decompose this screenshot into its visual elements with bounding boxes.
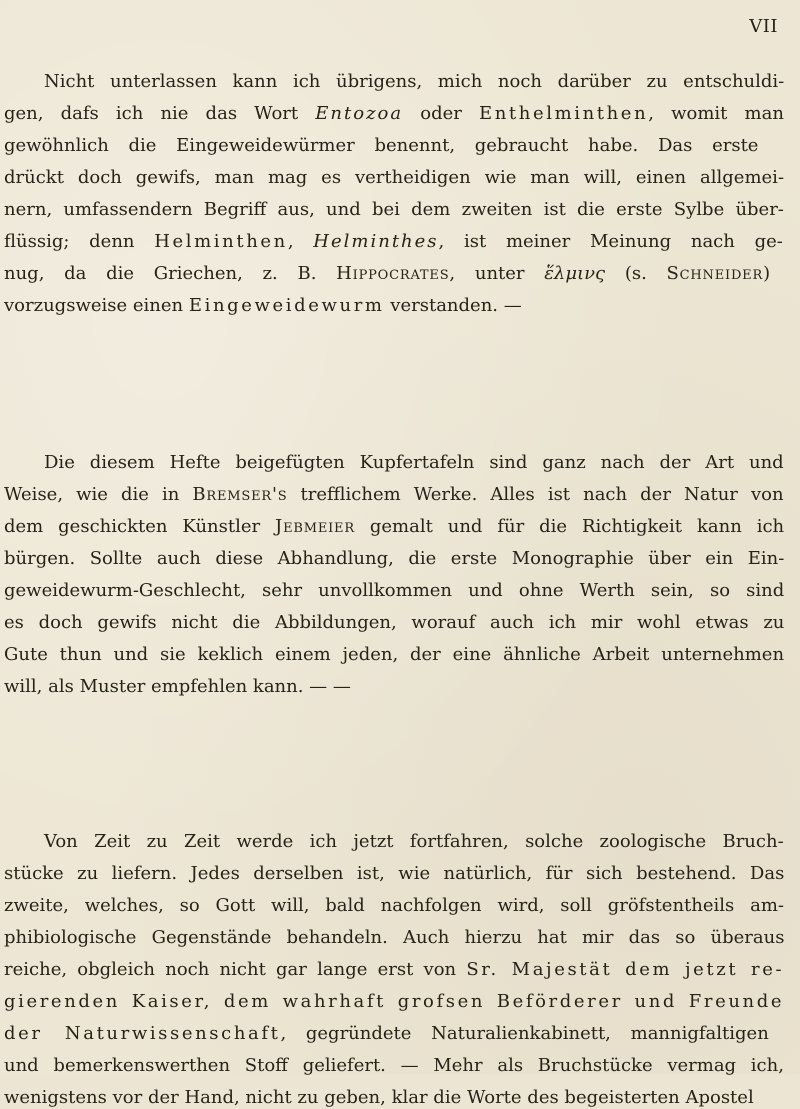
text-segment: , gegründete Naturalienkabinett, mannigfaltigen <box>280 1023 769 1044</box>
text-segment: Weise, wie die in <box>4 484 193 505</box>
text-segment: ) <box>763 263 771 284</box>
spaced-term: Sr. Majestät dem jetzt re- <box>466 959 785 980</box>
spaced-term: gierenden Kaiser, dem wahrhaft grofsen Beförderer und Freunde <box>4 991 785 1012</box>
text-line <box>4 484 784 506</box>
spaced-term: Helminthen <box>154 231 288 252</box>
text-line <box>4 135 758 157</box>
text-segment: drückt doch gewifs, man mag es vertheidigen wie man will, einen allgemei- <box>4 167 785 188</box>
text-line <box>4 863 784 885</box>
text-segment: will, als Muster empfehlen kann. — — <box>4 676 351 697</box>
text-line <box>44 831 784 853</box>
text-segment: Die diesem Hefte beigefügten Kupfertafeln sind ganz nach der Art und <box>44 452 784 473</box>
text-segment: reiche, obgleich noch nicht gar lange erst von <box>4 959 467 980</box>
small-caps-name: Schneider <box>666 263 764 284</box>
text-line <box>4 927 784 949</box>
text-line <box>44 452 784 474</box>
text-line <box>4 103 784 125</box>
text-segment: (s. <box>605 263 667 284</box>
text-segment: und bemerkenswerthen Stoff geliefert. — Mehr als Bruchstücke vermag ich, <box>4 1055 784 1076</box>
text-segment: , ist meiner Meinung nach ge- <box>438 231 783 252</box>
text-line <box>4 895 784 917</box>
text-segment: nug, da die Griechen, z. B. <box>4 263 337 284</box>
text-line <box>4 580 784 602</box>
spaced-term: Enthelminthen <box>479 103 649 124</box>
text-segment: , unter <box>449 263 545 284</box>
text-line <box>4 1087 754 1109</box>
text-segment: , womit man <box>648 103 784 124</box>
text-segment: , <box>287 231 314 252</box>
text-segment: Nicht unterlassen kann ich übrigens, mich noch darüber zu entschuldi- <box>44 71 785 92</box>
text-segment: flüssig; denn <box>4 231 155 252</box>
small-caps-name: Bremser's <box>192 484 288 505</box>
text-segment: phibiologische Gegenstände behandeln. Auch hierzu hat mir das so überaus <box>4 927 785 948</box>
text-segment: Von Zeit zu Zeit werde ich jetzt fortfahren, solche zoologische Bruch- <box>44 831 784 852</box>
text-segment: zweite, welches, so Gott will, bald nachfolgen wird, soll gröfstentheils am- <box>4 895 784 916</box>
text-line <box>44 71 784 93</box>
text-segment: es doch gewifs nicht die Abbildungen, worauf auch ich mir wohl etwas zu <box>4 612 785 633</box>
small-caps-name: Jebmeier <box>275 516 355 537</box>
text-line <box>4 263 770 285</box>
text-line <box>4 991 784 1013</box>
text-line <box>4 676 351 698</box>
text-line <box>4 548 784 570</box>
italic-term: Helminthes <box>313 231 439 252</box>
text-line <box>4 516 784 538</box>
text-line <box>4 1023 769 1045</box>
text-line <box>4 612 784 634</box>
text-segment: gemalt und für die Richtigkeit kann ich <box>354 516 785 537</box>
text-line <box>4 199 784 221</box>
text-segment: stücke zu liefern. Jedes derselben ist, wie natürlich, für sich bestehend. Das <box>4 863 785 884</box>
text-segment: verstanden. — <box>384 295 522 316</box>
greek-word: ἕλμινς <box>544 263 606 284</box>
text-segment: Gute thun und sie keklich einem jeden, der eine ähnliche Arbeit unternehmen <box>4 644 785 665</box>
spaced-term: Eingeweidewurm <box>188 295 385 316</box>
text-line <box>4 167 784 189</box>
text-segment: nern, umfassendern Begriff aus, und bei dem zweiten ist die erste Sylbe über- <box>4 199 784 220</box>
text-segment: geweidewurm-Geschlecht, sehr unvollkommen und ohne Werth sein, so sind <box>4 580 785 601</box>
page-number: VII <box>749 16 778 37</box>
text-line <box>4 644 784 666</box>
text-segment: bürgen. Sollte auch diese Abhandlung, die erste Monographie über ein Ein- <box>4 548 785 569</box>
italic-term: Entozoa <box>315 103 404 124</box>
text-line <box>4 959 784 981</box>
text-segment: oder <box>403 103 479 124</box>
text-line <box>4 231 783 253</box>
text-segment: gen, dafs ich nie das Wort <box>4 103 316 124</box>
spaced-term: der Naturwissenschaft <box>4 1023 281 1044</box>
text-line <box>4 295 522 317</box>
text-segment: dem geschickten Künstler <box>4 516 276 537</box>
text-segment: trefflichem Werke. Alles ist nach der Natur von <box>287 484 784 505</box>
text-segment: wenigstens vor der Hand, nicht zu geben, klar die Worte des begeisterten Apostel <box>4 1087 754 1108</box>
text-segment: vorzugsweise einen <box>4 295 189 316</box>
small-caps-name: Hippocrates <box>336 263 450 284</box>
text-segment: gewöhnlich die Eingeweidewürmer benennt, gebraucht habe. Das erste <box>4 135 759 156</box>
